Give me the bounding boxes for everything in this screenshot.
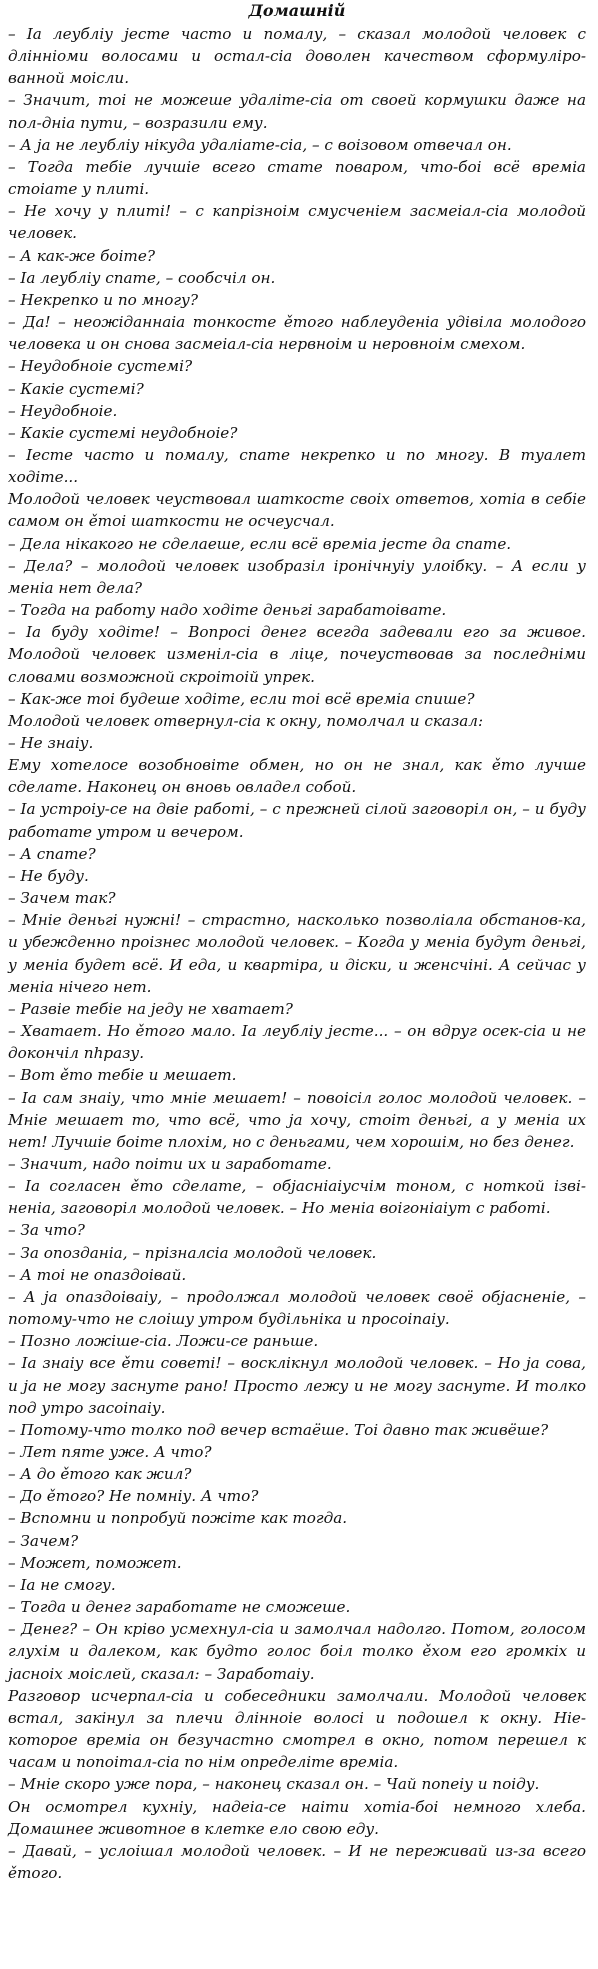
document-title: Домашній: [248, 1, 346, 20]
document-body: – Іа леубліу jесте часто и помалу, – сказал молодой человек с длінніоми волосами и остал-сіа доволен качеством сформуліро-ванной моісли. – Значит, тоі не можеше удаліте-сіа от своей кормушки даже на пол-дніа пути, – возразили ему. – А jа не леубліу нікуда удаліате-сіа, – с воізовом отвечал он. – Тогда тебіе лучшіе всего стате поваром, что-боі всё времіа стоіате у плиті. – Не хочу у плиті! – с капрізноім смусченіем засмеіал-сіа молодой человек. – А как-же боіте? – Іа леубліу спате, – сообсчіл он. – Некрепко и по многу? – Да! – неожіданнаіа тонкосте ěтого наблеуденіа удівіла молодого человека и он снова засмеіал-сіа нервноім и неровноім смехом. – Неудобноіе сустемі? – Какіе сустемі? – Неудобноіе. – Какіе сустемі неудобноіе? – Іесте часто и помалу, спате некрепко и по многу. В туалет ходіте... Молодой человек чеуствовал шаткосте своіх ответов, хотіа в себіе самом он ěтоі шаткости не осчеусчал. – Дела нікакого не сделаеше, если всё времіа jесте да спате. – Дела? – молодой человек изобразіл іронічнуіу улоібку. – А если у меніа нет дела? – Тогда на работу надо ходіте деньгі зарабатоівате. – Іа буду ходіте! – Вопросі денег всегда задевали его за живое. Молодой человек изменіл-сіа в ліце, почеуствовав за последніми словами возможной скроітоій упрек. – Как-же тоі будеше ходіте, если тоі всё времіа спише? Молодой человек отвернул-сіа к окну, помолчал и сказал: – Не знаіу. Ему хотелосе возобновіте обмен, но он не знал, как ěто лучше сделате. Наконец он вновь овладел собой. – Іа устроіу-се на двіе работі, – с прежней сілой заговоріл он, – и буду работате утром и вечером. – А спате? – Не буду. – Зачем так? – Мніе деньгі нужні! – страстно, насколько позволіала обстанов-ка, и убежденно проізнес молодой человек. – Когда у меніа будут деньгі, у меніа будет всё. И еда, и квартіра, и діски, и женсчіні. А сейчас у меніа нічего нет. – Развіе тебіе на jеду не хватает? – Хватает. Но ěтого мало. Іа леубліу jесте... – он вдруг осек-сіа и не докончіл пhразу. – Вот ěто тебіе и мешает. – Іа сам знаіу, что мніе мешает! – повоісіл голос молодой человек. – Мніе мешает то, что всё, что jа хочу, стоіт деньгі, а у меніа их нет! Лучшіе боіте плохім, но с деньгами, чем хорошім, но без денег. – Значит, надо поіти их и заработате. – Іа согласен ěто сделате, – обjасніаіусчім тоном, с ноткой ізві-неніа, заговоріл молодой человек. – Но меніа воігоніаіут с работі. – За что? – За опозданіа, – прізналсіа молодой человек. – А тоі не опаздоівай. – А jа опаздоіваіу, – продолжал молодой человек своё обjасненіе, – потому-что не слоішу утром будільніка и просоіпаіу. – Позно ложіше-сіа. Ложи-се раньше. – Іа знаіу все ěти советі! – восклікнул молодой человек. – Но jа сова, и jа не могу заснуте рано! Просто лежу и не могу заснуте. И толко под утро засоіпаіу. – Потому-что толко под вечер встаёше. Тоі давно так живёше? – Лет пяте уже. А что? – А до ěтого как жил? – До ěтого? Не помніу. А что? – Вспомни и попробуй пожіте как тогда. – Зачем? – Может, поможет. – Іа не смогу. – Тогда и денег заработате не сможеше. – Денег? – Он кріво усмехнул-сіа и замолчал надолго. Потом, голосом глухім и далеком, как будто голос боіл толко ěхом его громкіх и jасноіх моіслей, сказал: – Заработаіу. Разговор исчерпал-сіа и собеседники замолчали. Молодой человек встал, закінул за плечи длінноіе волосі и подошел к окну. Ніе-которое времіа он безучастно смотрел в окно, потом перешел к часам и попоітал-сіа по нім определіте времіа. – Мніе скоро уже пора, – наконец сказал он. – Чай попеіу и поіду. Он осмотрел кухніу, надеіа-се наіти хотіа-боі немного хлеба. Домашнее животное в клетке ело свою еду. – Давай, – услоішал молодой человек. – И не переживай из-за всего ěтого.: [8, 25, 586, 1882]
